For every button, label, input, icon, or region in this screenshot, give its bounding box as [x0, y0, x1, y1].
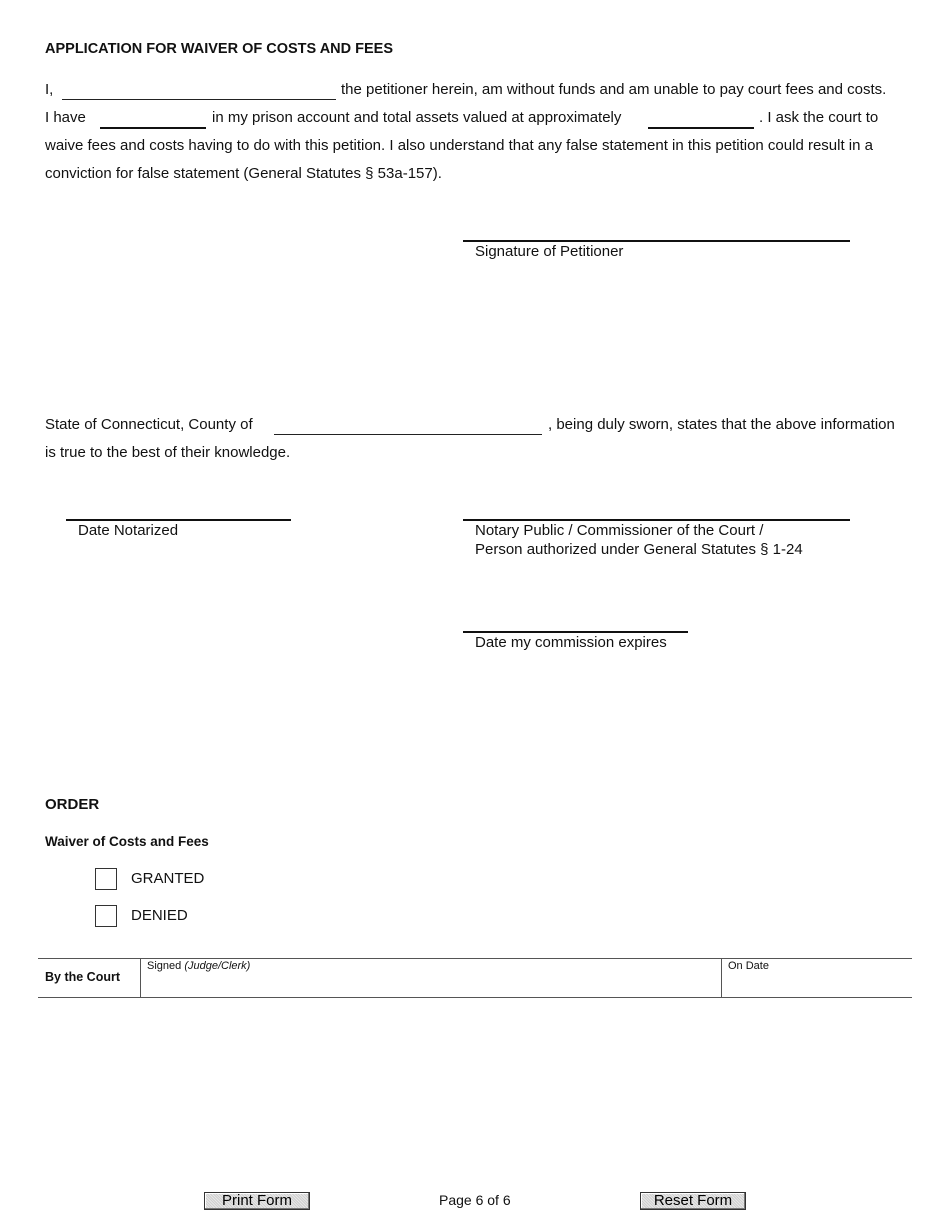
petitioner-signature-line[interactable]: [463, 240, 850, 242]
commission-expires-line[interactable]: [463, 631, 688, 633]
commission-expires-label: Date my commission expires: [475, 634, 667, 651]
line2-prefix: I have: [45, 109, 86, 126]
petitioner-signature-label: Signature of Petitioner: [475, 243, 624, 260]
notary-label-line1: Notary Public / Commissioner of the Court /: [475, 522, 764, 539]
notary-label-line2: Person authorized under General Statutes § 1-24: [475, 541, 803, 558]
notary-signature-line[interactable]: [463, 519, 850, 521]
date-notarized-label: Date Notarized: [78, 522, 179, 539]
signed-label: Signed: [147, 960, 182, 972]
denied-label: DENIED: [131, 907, 188, 924]
county-field[interactable]: [274, 416, 542, 435]
prison-account-field[interactable]: [100, 109, 206, 129]
granted-checkbox[interactable]: [95, 868, 117, 890]
line2-suffix: . I ask the court to: [759, 109, 879, 126]
on-date-label: On Date: [728, 960, 769, 972]
granted-label: GRANTED: [131, 870, 205, 887]
line4-text: conviction for false statement (General Statutes § 53a-157).: [45, 165, 442, 182]
line1-prefix: I,: [45, 81, 54, 98]
notary-line2-text: is true to the best of their knowledge.: [45, 444, 291, 461]
order-heading: ORDER: [45, 796, 100, 813]
on-date-cell[interactable]: [722, 959, 912, 997]
by-the-court-label: By the Court: [45, 970, 120, 984]
reset-form-button[interactable]: Reset Form: [640, 1192, 746, 1210]
line3-text: waive fees and costs having to do with this petition. I also understand that any false statement in this petition could result in a: [45, 137, 873, 154]
notary-line1-prefix: State of Connecticut, County of: [45, 416, 253, 433]
waiver-subheading: Waiver of Costs and Fees: [45, 834, 209, 849]
by-the-court-cell: [38, 959, 141, 997]
court-signature-table: [38, 958, 912, 998]
line2-middle: in my prison account and total assets valued at approximately: [212, 109, 622, 126]
date-notarized-line[interactable]: [66, 519, 291, 521]
signed-cell[interactable]: [141, 959, 722, 997]
line1-suffix: the petitioner herein, am without funds and am unable to pay court fees and costs.: [341, 81, 887, 98]
signed-italic-label: (Judge/Clerk): [184, 960, 251, 972]
print-form-button[interactable]: Print Form: [204, 1192, 310, 1210]
signed-label-wrap: [147, 960, 250, 972]
form-title: APPLICATION FOR WAIVER OF COSTS AND FEES: [45, 41, 394, 57]
page-indicator: Page 6 of 6: [439, 1192, 511, 1208]
denied-checkbox[interactable]: [95, 905, 117, 927]
total-assets-field[interactable]: [648, 109, 754, 129]
petitioner-name-field[interactable]: [62, 81, 336, 100]
notary-line1-suffix: , being duly sworn, states that the above information: [548, 416, 895, 433]
